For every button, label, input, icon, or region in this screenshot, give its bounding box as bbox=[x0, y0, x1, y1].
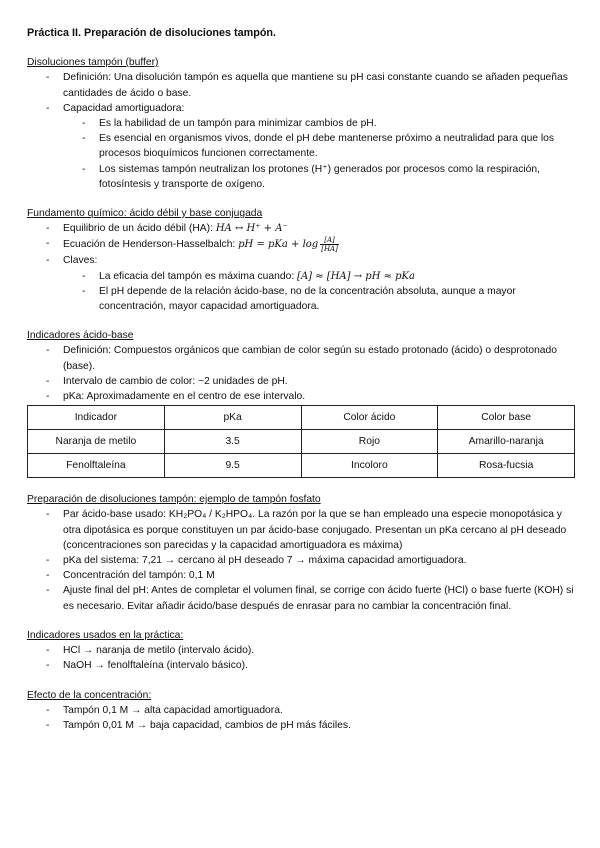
column-header: Color ácido bbox=[301, 406, 438, 430]
table-cell: Fenolftaleína bbox=[28, 454, 165, 478]
list-item bbox=[27, 236, 575, 253]
list-item: - pKa del sistema: 7,21 → cercano al pH deseado 7 → máxima capacidad amortiguadora. bbox=[27, 553, 575, 568]
indicator-table bbox=[27, 405, 575, 478]
table-cell: Amarillo-naranja bbox=[438, 430, 575, 454]
section-chemistry bbox=[27, 206, 575, 314]
list-item: - Tampón 0,01 M → baja capacidad, cambios de pH más fáciles. bbox=[27, 718, 575, 733]
hh-fraction bbox=[320, 236, 339, 253]
table-cell: 3.5 bbox=[164, 430, 301, 454]
list-item: - Definición: Compuestos orgánicos que cambian de color según su estado protonado (ácido) o desprotonado (base). bbox=[27, 343, 575, 373]
list-item: - Es esencial en organismos vivos, donde el pH debe mantenerse próximo a neutralidad para que los procesos bioquímicos funcionen correctamente. bbox=[27, 131, 575, 161]
fraction-numerator: [A] bbox=[320, 236, 339, 245]
list-item: - pKa: Aproximadamente en el centro de ese intervalo. bbox=[27, 389, 575, 404]
bullet-list bbox=[27, 70, 575, 192]
equilibrium-formula: HA ↔ H⁺ + A⁻ bbox=[215, 223, 288, 235]
table-row bbox=[28, 430, 575, 454]
table-row bbox=[28, 454, 575, 478]
bullet-list bbox=[27, 703, 575, 733]
section-practice-indicators bbox=[27, 628, 575, 674]
max-efficacy-label: La eficacia del tampón es máxima cuando: bbox=[99, 270, 298, 282]
table-cell: 9.5 bbox=[164, 454, 301, 478]
bullet-list bbox=[27, 343, 575, 404]
list-item bbox=[27, 221, 575, 236]
section-heading: Disoluciones tampón (buffer) bbox=[27, 57, 159, 69]
section-heading: Efecto de la concentración: bbox=[27, 689, 152, 701]
hh-formula: pH = pKa + log bbox=[238, 239, 319, 251]
list-item: - Claves: bbox=[27, 253, 575, 268]
equilibrium-label: Equilibrio de un ácido débil (HA): bbox=[63, 223, 216, 235]
list-item: - Los sistemas tampón neutralizan los protones (H⁺) generados por procesos como la respiración, fotosíntesis y transporte de oxígeno. bbox=[27, 162, 575, 192]
section-buffers bbox=[27, 55, 575, 192]
column-header: pKa bbox=[164, 406, 301, 430]
list-item: - Par ácido-base usado: KH₂PO₄ / K₂HPO₄. La razón por la que se han empleado una especie monopotásica y otra dipotásica es porque constituyen un par ácido-base conjugado. Presentan un pKa cercano al pH deseado (concentraciones son parecidas y la capacidad amortiguadora es máxima) bbox=[27, 507, 575, 553]
table-cell: Rosa-fucsia bbox=[438, 454, 575, 478]
list-item: - Es la habilidad de un tampón para minimizar cambios de pH. bbox=[27, 116, 575, 131]
list-item: - Capacidad amortiguadora: bbox=[27, 101, 575, 116]
column-header: Color base bbox=[438, 406, 575, 430]
hh-label: Ecuación de Henderson-Hasselbalch: bbox=[63, 239, 239, 251]
list-item: - El pH depende de la relación ácido-base, no de la concentración absoluta, aunque a mayor concentración, mayor capacidad amortiguadora. bbox=[27, 284, 575, 314]
table-cell: Naranja de metilo bbox=[28, 430, 165, 454]
section-heading: Indicadores ácido-base bbox=[27, 330, 134, 342]
section-phosphate-buffer bbox=[27, 492, 575, 614]
table-cell: Incoloro bbox=[301, 454, 438, 478]
bullet-list bbox=[27, 643, 575, 673]
column-header: Indicador bbox=[28, 406, 165, 430]
fraction-denominator: [HA] bbox=[321, 245, 338, 254]
list-item: - Concentración del tampón: 0,1 M bbox=[27, 568, 575, 583]
list-item: - Tampón 0,1 M → alta capacidad amortiguadora. bbox=[27, 703, 575, 718]
section-concentration-effect bbox=[27, 688, 575, 734]
list-item: - Ajuste final del pH: Antes de completar el volumen final, se corrige con ácido fuerte (HCl) o base fuerte (KOH) si es necesario. Evitar añadir ácido/base después de enrasar para no cambiar la concentración final. bbox=[27, 583, 575, 613]
bullet-list bbox=[27, 507, 575, 613]
table-cell: Rojo bbox=[301, 430, 438, 454]
section-heading: Indicadores usados en la práctica: bbox=[27, 629, 184, 641]
list-item: - HCl → naranja de metilo (intervalo ácido). bbox=[27, 643, 575, 658]
page-title: Práctica II. Preparación de disoluciones tampón. bbox=[27, 27, 277, 39]
section-heading: Preparación de disoluciones tampón: ejemplo de tampón fosfato bbox=[27, 494, 321, 506]
document-page bbox=[27, 26, 575, 747]
section-heading: Fundamento químico: ácido débil y base conjugada bbox=[27, 208, 263, 220]
list-item: - NaOH → fenolftaleína (intervalo básico). bbox=[27, 658, 575, 673]
bullet-list bbox=[27, 221, 575, 314]
list-item: - Intervalo de cambio de color: ~2 unidades de pH. bbox=[27, 374, 575, 389]
list-item bbox=[27, 269, 575, 284]
section-indicators bbox=[27, 328, 575, 478]
max-efficacy-formula: [A] ≈ [HA] → pH ≈ pKa bbox=[297, 270, 415, 282]
list-item: - Definición: Una disolución tampón es aquella que mantiene su pH casi constante cuando se añaden pequeñas cantidades de ácido o base. bbox=[27, 70, 575, 100]
table-header-row bbox=[28, 406, 575, 430]
